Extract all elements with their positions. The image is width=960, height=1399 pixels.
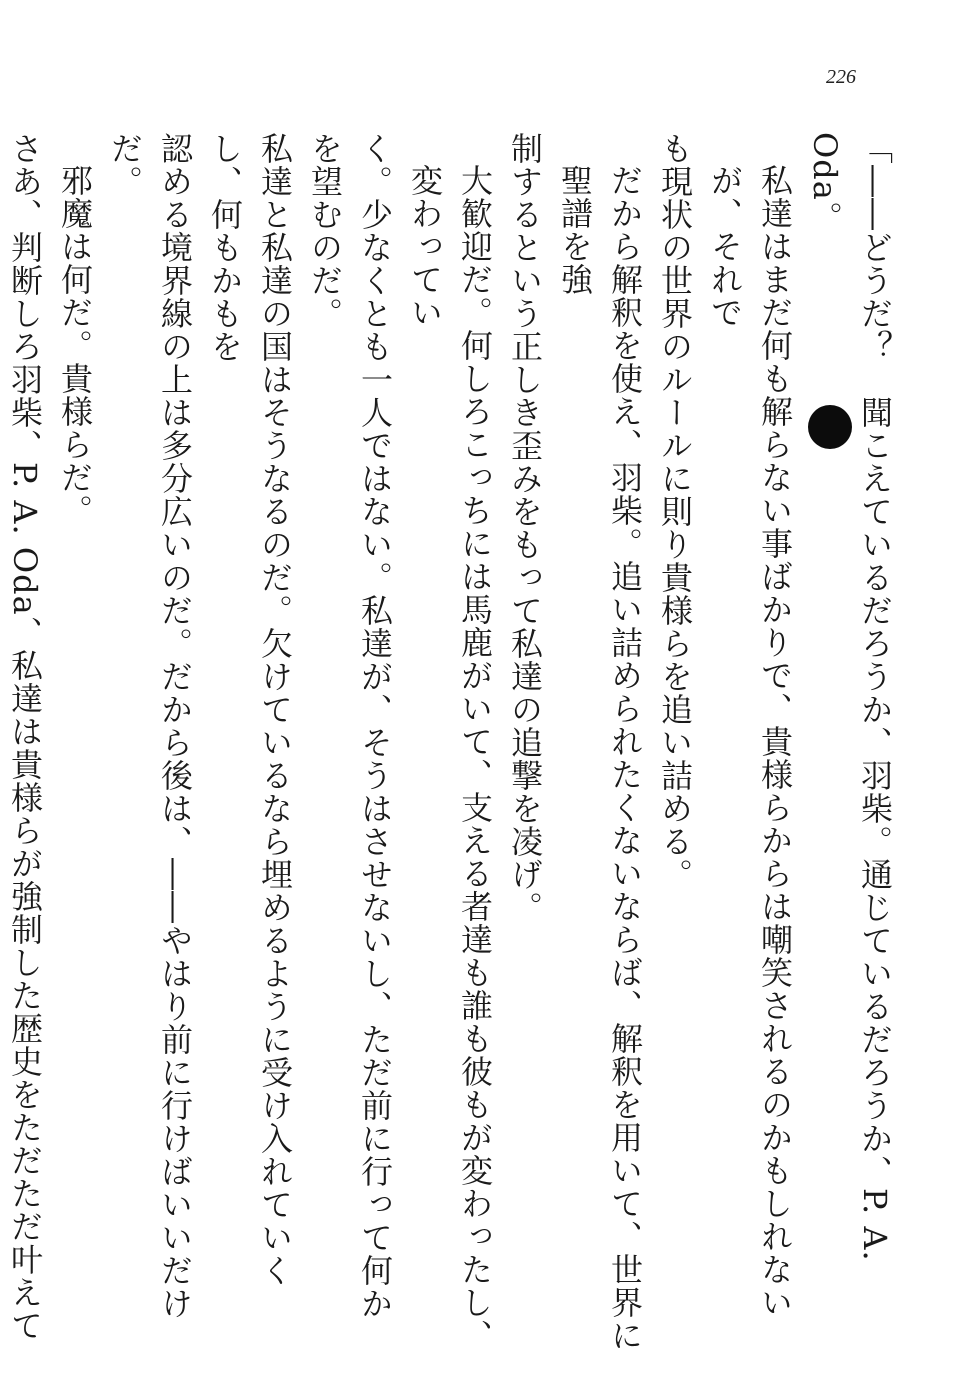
text-line: 邪魔は何だ。貴様らだ。 bbox=[56, 164, 94, 527]
text-line: く。少なくとも一人ではない。私達が、そうはさせないし、ただ前に行って何かを望むのだ。 bbox=[306, 132, 394, 1320]
vertical-text-body bbox=[6, 132, 900, 1352]
text-line: 認める境界線の上は多分広いのだ。だから後は、――やはり前に行けばいいだけだ。 bbox=[106, 132, 194, 1320]
text-line: も現状の世界のルールに則り貴様らを追い詰める。 bbox=[656, 132, 694, 891]
page-number: 226 bbox=[826, 66, 856, 88]
text-line: 私達と私達の国はそうなるのだ。欠けているなら埋めるように受け入れていくし、何もかもを bbox=[206, 132, 294, 1287]
text-line: だから解釈を使え、羽柴。追い詰められたくないならば、解釈を用いて、世界に聖譜を強 bbox=[556, 164, 644, 1352]
text-line: 大歓迎だ。何しろこっちには馬鹿がいて、支える者達も誰も彼もが変わったし、変わってい bbox=[406, 164, 494, 1352]
text-line: 私達はまだ何も解らない事ばかりで、貴様らからは嘲笑されるのかもしれないが、それで bbox=[706, 164, 794, 1319]
text-line: 制するという正しき歪みをもって私達の追撃を凌げ。 bbox=[506, 132, 544, 924]
text-line: さあ、判断しろ羽柴、P. A. Oda、私達は貴様らが強制した歴史をただただ叶えて bbox=[6, 132, 44, 1342]
text-line: 「――どうだ？ 聞こえているだろうか、羽柴。通じているだろうか、P. A. Oda。 bbox=[806, 132, 894, 1262]
